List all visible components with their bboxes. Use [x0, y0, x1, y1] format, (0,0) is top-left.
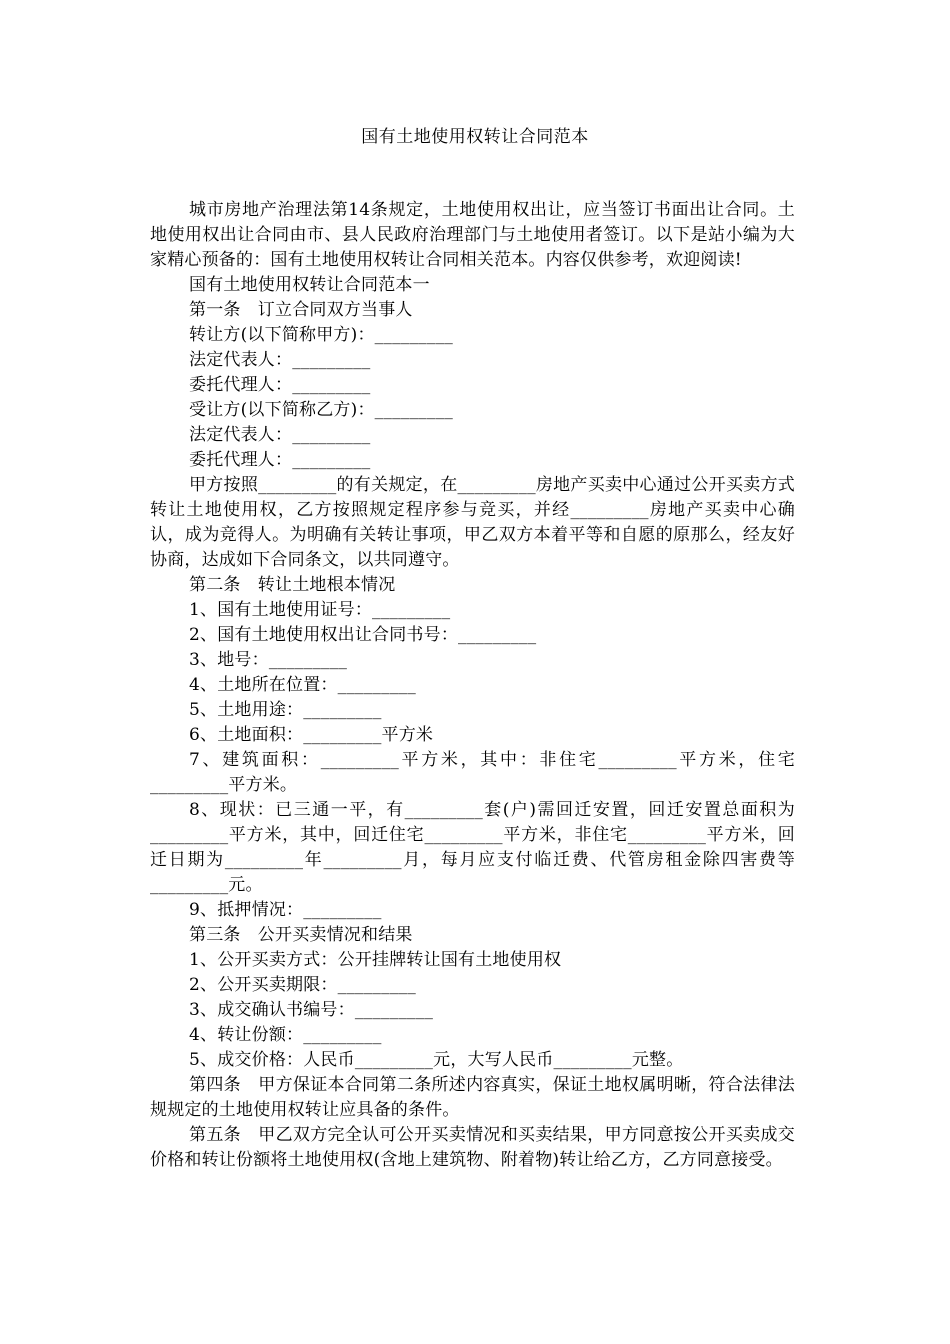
transferor-agent-line: 委托代理人：_________ [189, 375, 371, 395]
transferee-legal-rep-line: 法定代表人：_________ [189, 425, 371, 445]
transferor-legal-rep-line: 法定代表人：_________ [189, 350, 371, 370]
confirmation-number-line: 3、成交确认书编号：_________ [189, 1000, 434, 1020]
transferee-agent-line: 委托代理人：_________ [189, 450, 371, 470]
transferee-line: 受让方(以下简称乙方)：_________ [189, 400, 453, 420]
article-5-paragraph: 第五条 甲乙双方完全认可公开买卖情况和买卖结果，甲方同意按公开买卖成交价格和转让份额将土地使用权(含地上建筑物、附着物)转让给乙方，乙方同意接受。 [150, 1125, 795, 1170]
land-area-line: 6、土地面积：_________平方米 [189, 725, 434, 745]
grant-contract-number-line: 2、国有土地使用权出让合同书号：_________ [189, 625, 537, 645]
transferor-line: 转让方(以下简称甲方)：_________ [189, 325, 453, 345]
article-4-paragraph: 第四条 甲方保证本合同第二条所述内容真实，保证土地权属明晰，符合法律法规规定的土地使用权转让应具备的条件。 [150, 1075, 795, 1120]
mortgage-status-line: 9、抵押情况：_________ [189, 900, 382, 920]
document-body [150, 198, 795, 1173]
lot-number-line: 3、地号：_________ [189, 650, 348, 670]
transaction-period-line: 2、公开买卖期限：_________ [189, 975, 416, 995]
transfer-share-line: 4、转让份额：_________ [189, 1025, 382, 1045]
sample-heading: 国有土地使用权转让合同范本一 [189, 275, 430, 295]
building-area-line: 7、建筑面积：_________平方米，其中：非住宅_________平方米，住宅_________平方米。 [150, 750, 795, 795]
land-cert-number-line: 1、国有土地使用证号：_________ [189, 600, 451, 620]
land-location-line: 4、土地所在位置：_________ [189, 675, 416, 695]
preamble-paragraph: 甲方按照_________的有关规定，在_________房地产买卖中心通过公开买卖方式转让土地使用权，乙方按照规定程序参与竞买，并经_________房地产买卖中心确认，成为竞得人。为明确有关转让事项，甲乙双方本着平等和自愿的原那么，经友好协商，达成如下合同条文，以共同遵守。 [150, 475, 795, 570]
current-status-paragraph: 8、现状：已三通一平，有_________套(户)需回迁安置，回迁安置总面积为_________平方米，其中，回迁住宅_________平方米，非住宅_________平方米，回迁日期为_________年_________月，每月应支付临迁费、代管房租金除四害费等_________元。 [150, 800, 795, 895]
transaction-method-line: 1、公开买卖方式：公开挂牌转让国有土地使用权 [189, 950, 562, 970]
article-3-heading: 第三条 公开买卖情况和结果 [189, 925, 413, 945]
article-1-heading: 第一条 订立合同双方当事人 [189, 300, 413, 320]
document-title: 国有土地使用权转让合同范本 [361, 127, 589, 147]
article-2-heading: 第二条 转让土地根本情况 [189, 575, 396, 595]
intro-paragraph: 城市房地产治理法第14条规定，土地使用权出让，应当签订书面出让合同。土地使用权出让合同由市、县人民政府治理部门与土地使用者签订。以下是站小编为大家精心预备的：国有土地使用权转让合同相关范本。内容仅供参考，欢迎阅读! [150, 200, 795, 270]
land-use-line: 5、土地用途：_________ [189, 700, 382, 720]
transaction-price-line: 5、成交价格：人民币_________元，大写人民币_________元整。 [189, 1050, 684, 1070]
